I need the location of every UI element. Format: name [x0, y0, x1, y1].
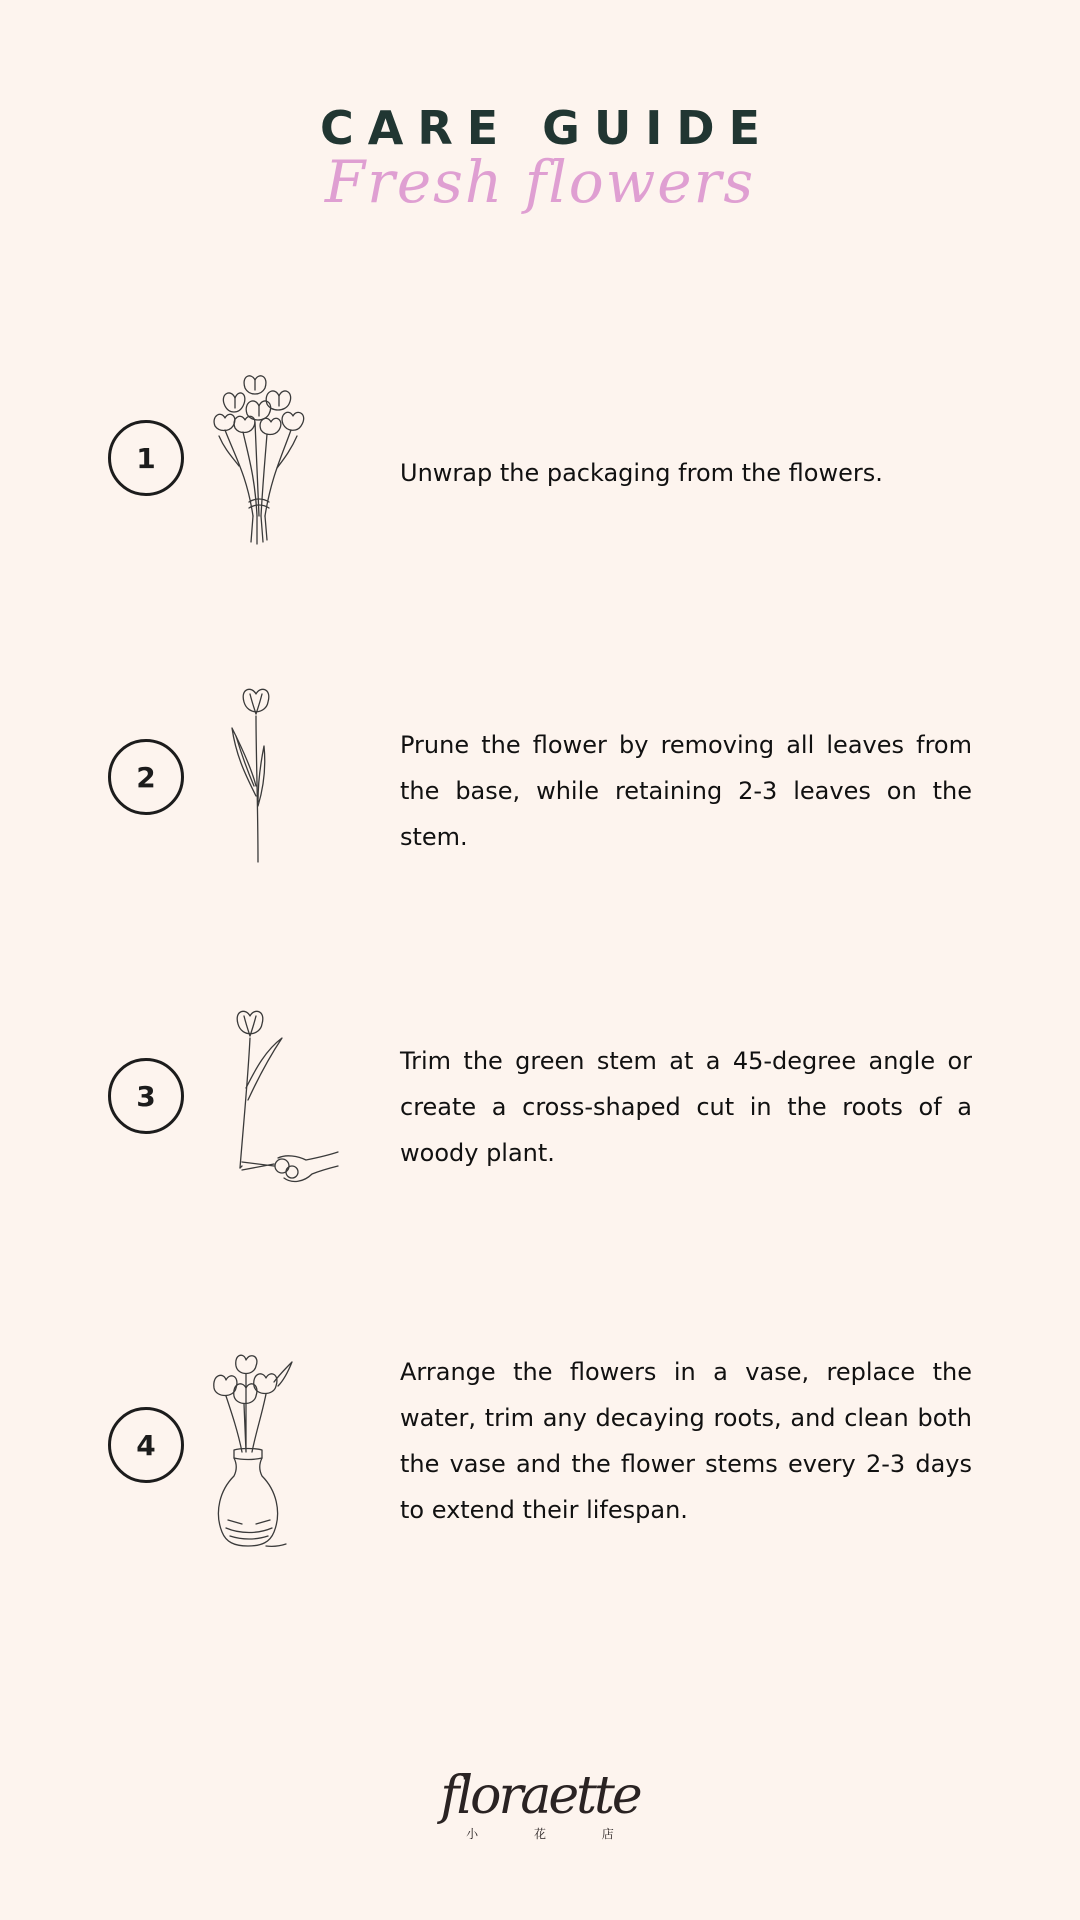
step-text: Prune the flower by removing all leaves from the base, while retaining 2-3 leaves on the stem.	[400, 731, 972, 851]
tulips-in-vase-icon	[206, 1352, 296, 1552]
step-number-badge: 2	[108, 739, 184, 815]
step-number-badge: 3	[108, 1058, 184, 1134]
brand-logo	[0, 1768, 1080, 1844]
step-text: Trim the green stem at a 45-degree angle or create a cross-shaped cut in the roots of a woody plant.	[400, 1047, 972, 1167]
step-text: Arrange the flowers in a vase, replace the water, trim any decaying roots, and clean both the vase and the flower stems every 2-3 days to extend their lifespan.	[400, 1358, 972, 1524]
page-title: CARE GUIDE	[319, 101, 775, 155]
flower-bouquet-icon	[205, 366, 315, 546]
single-tulip-icon	[228, 686, 288, 866]
step-number-badge: 4	[108, 1407, 184, 1483]
scissors-cutting-stem-icon	[222, 1008, 342, 1188]
logo-subtitle: 小 花 店	[466, 1827, 640, 1841]
logo-wordmark: floraette	[440, 1766, 640, 1826]
header	[0, 100, 1080, 214]
step-text: Unwrap the packaging from the flowers.	[400, 459, 883, 487]
step-number-badge: 1	[108, 420, 184, 496]
page-subtitle: Fresh flowers	[324, 148, 756, 216]
